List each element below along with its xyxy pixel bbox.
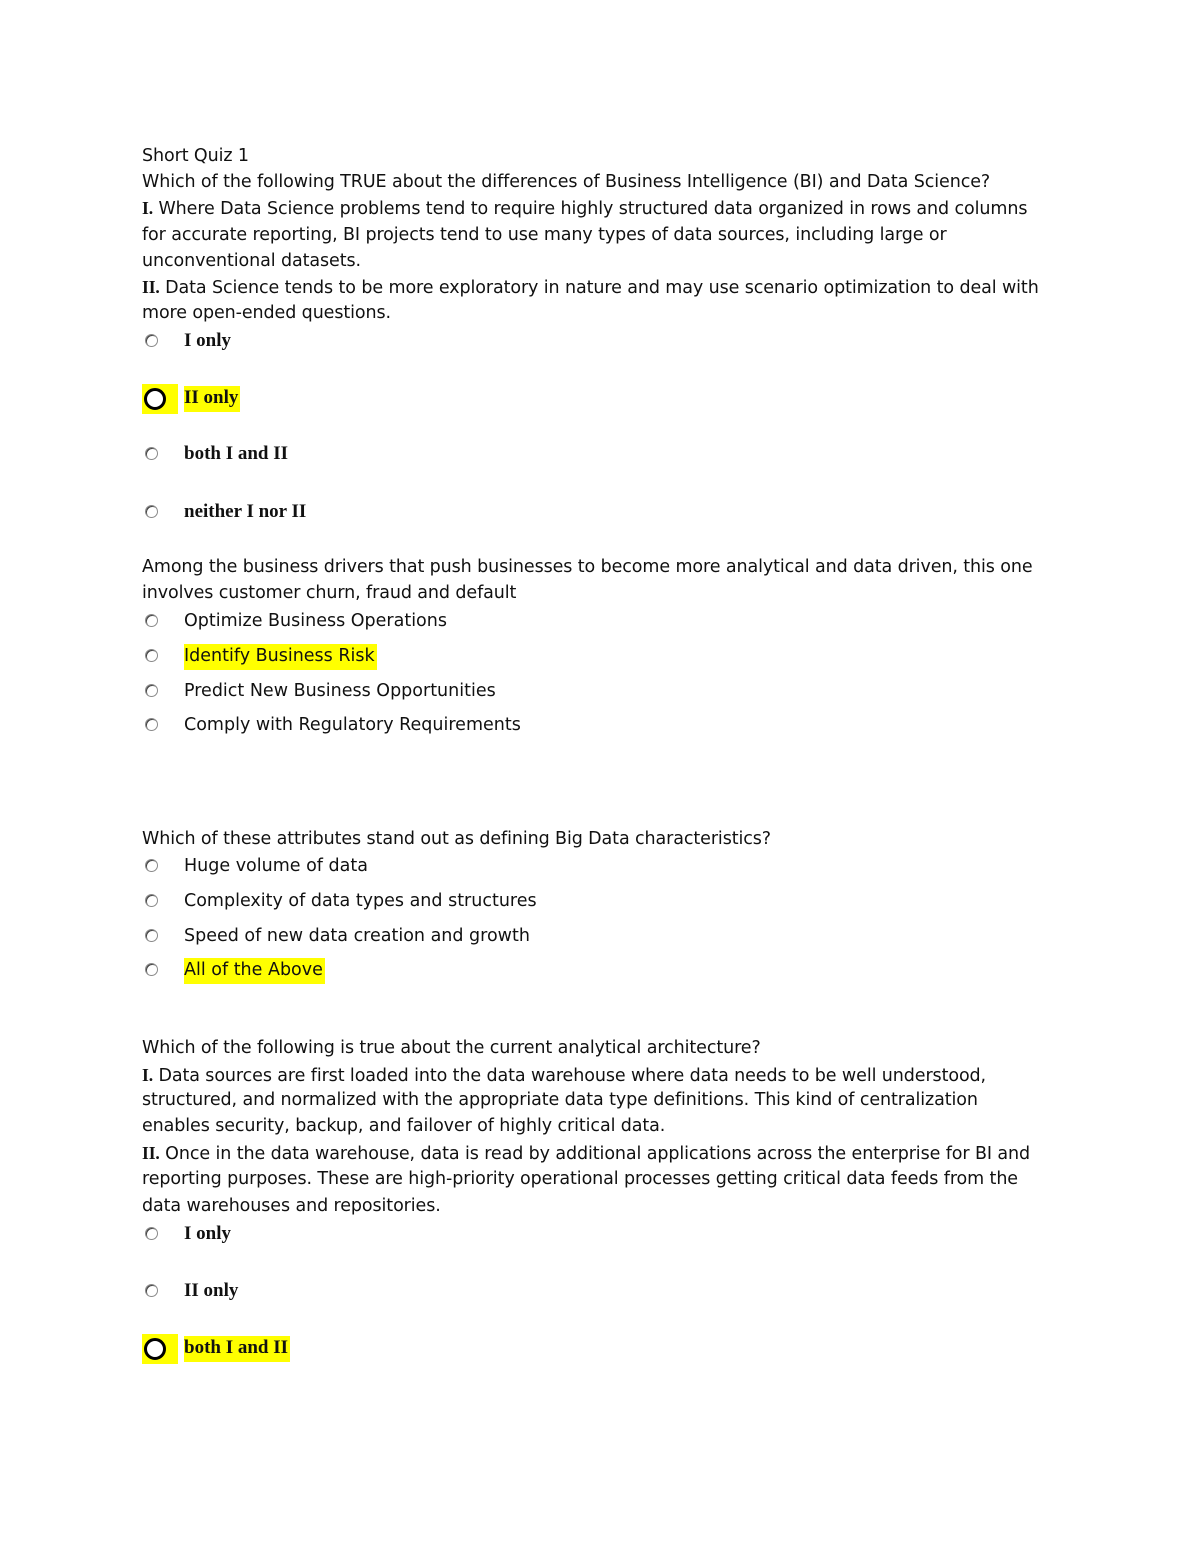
doc-title: Short Quiz 1 [142, 146, 249, 166]
q4-statement-2-number: II. [142, 1143, 160, 1163]
radio-button[interactable] [145, 684, 158, 697]
q1-option-both[interactable] [142, 440, 842, 470]
radio-button[interactable] [145, 963, 158, 976]
q1-statement-2-text: Data Science tends to be more exploratory in nature and may use scenario optimization to deal with [159, 278, 1039, 298]
q4-statement-2-line-2: reporting purposes. These are high-priority operational processes getting critical data feeds from the [142, 1169, 1018, 1189]
radio-button[interactable] [145, 718, 158, 731]
radio-button[interactable] [145, 894, 158, 907]
q4-statement-2-line-1 [142, 1142, 1030, 1165]
q4-question: Which of the following is true about the current analytical architecture? [142, 1038, 761, 1058]
radio-button[interactable] [145, 614, 158, 627]
radio-button[interactable] [145, 649, 158, 662]
q4-statement-2-text: Once in the data warehouse, data is read by additional applications across the enterprise for BI and [159, 1144, 1030, 1164]
option-label: I only [184, 330, 231, 351]
q3-question: Which of these attributes stand out as defining Big Data characteristics? [142, 829, 771, 849]
radio-button[interactable] [145, 859, 158, 872]
q1-statement-1-text: Where Data Science problems tend to require highly structured data organized in rows and columns [153, 199, 1028, 219]
q2-option-comply[interactable] [142, 711, 842, 741]
q1-statement-1-number: I. [142, 198, 153, 218]
q1-option-i-only[interactable] [142, 327, 842, 357]
radio-button[interactable] [145, 447, 158, 460]
q4-option-both[interactable] [142, 1334, 842, 1364]
radio-button[interactable] [145, 334, 158, 347]
q3-option-complexity[interactable] [142, 887, 842, 917]
q2-option-identify-risk[interactable] [142, 642, 842, 672]
radio-button-selected[interactable] [142, 1334, 178, 1364]
option-label: Speed of new data creation and growth [184, 926, 530, 946]
q1-option-ii-only[interactable] [142, 384, 842, 414]
q4-option-ii-only[interactable] [142, 1277, 842, 1307]
q1-option-neither[interactable] [142, 498, 842, 528]
q4-statement-1-line-2: structured, and normalized with the appropriate data type definitions. This kind of centralization [142, 1090, 978, 1110]
q4-statement-2-line-3: data warehouses and repositories. [142, 1196, 441, 1216]
q1-question: Which of the following TRUE about the differences of Business Intelligence (BI) and Data Science? [142, 172, 991, 192]
option-label: Complexity of data types and structures [184, 891, 537, 911]
q2-question-line-1: Among the business drivers that push businesses to become more analytical and data driven, this one [142, 557, 1033, 577]
option-label-highlighted: II only [184, 386, 240, 412]
option-label: Huge volume of data [184, 856, 368, 876]
q3-option-volume[interactable] [142, 852, 842, 882]
q2-question-line-2: involves customer churn, fraud and default [142, 583, 517, 603]
radio-button-selected[interactable] [142, 384, 178, 414]
q1-statement-1-line-3: unconventional datasets. [142, 251, 361, 271]
q1-statement-2-line-2: more open-ended questions. [142, 303, 391, 323]
q2-option-optimize[interactable] [142, 607, 842, 637]
option-label: Comply with Regulatory Requirements [184, 715, 521, 735]
q4-statement-1-line-3: enables security, backup, and failover of highly critical data. [142, 1116, 666, 1136]
q4-statement-1-number: I. [142, 1065, 153, 1085]
option-label: I only [184, 1223, 231, 1244]
option-label: Optimize Business Operations [184, 611, 447, 631]
q4-statement-1-text: Data sources are first loaded into the data warehouse where data needs to be well understood, [153, 1066, 987, 1086]
q3-option-speed[interactable] [142, 922, 842, 952]
option-label-highlighted: Identify Business Risk [184, 644, 377, 670]
option-label: neither I nor II [184, 501, 307, 522]
q1-statement-1-line-2: for accurate reporting, BI projects tend to use many types of data sources, including large or [142, 225, 947, 245]
q1-statement-2-line-1 [142, 276, 1039, 299]
q1-statement-2-number: II. [142, 277, 160, 297]
q3-option-all[interactable] [142, 956, 842, 986]
q2-option-predict[interactable] [142, 677, 842, 707]
option-label: Predict New Business Opportunities [184, 681, 496, 701]
q4-option-i-only[interactable] [142, 1220, 842, 1250]
radio-button[interactable] [145, 505, 158, 518]
option-label-highlighted: All of the Above [184, 958, 325, 984]
radio-button[interactable] [145, 929, 158, 942]
option-label: II only [184, 1280, 239, 1301]
radio-button[interactable] [145, 1227, 158, 1240]
radio-button[interactable] [145, 1284, 158, 1297]
q4-statement-1-line-1 [142, 1064, 986, 1087]
q1-statement-1-line-1 [142, 197, 1027, 220]
option-label-highlighted: both I and II [184, 1336, 290, 1362]
option-label: both I and II [184, 443, 289, 464]
